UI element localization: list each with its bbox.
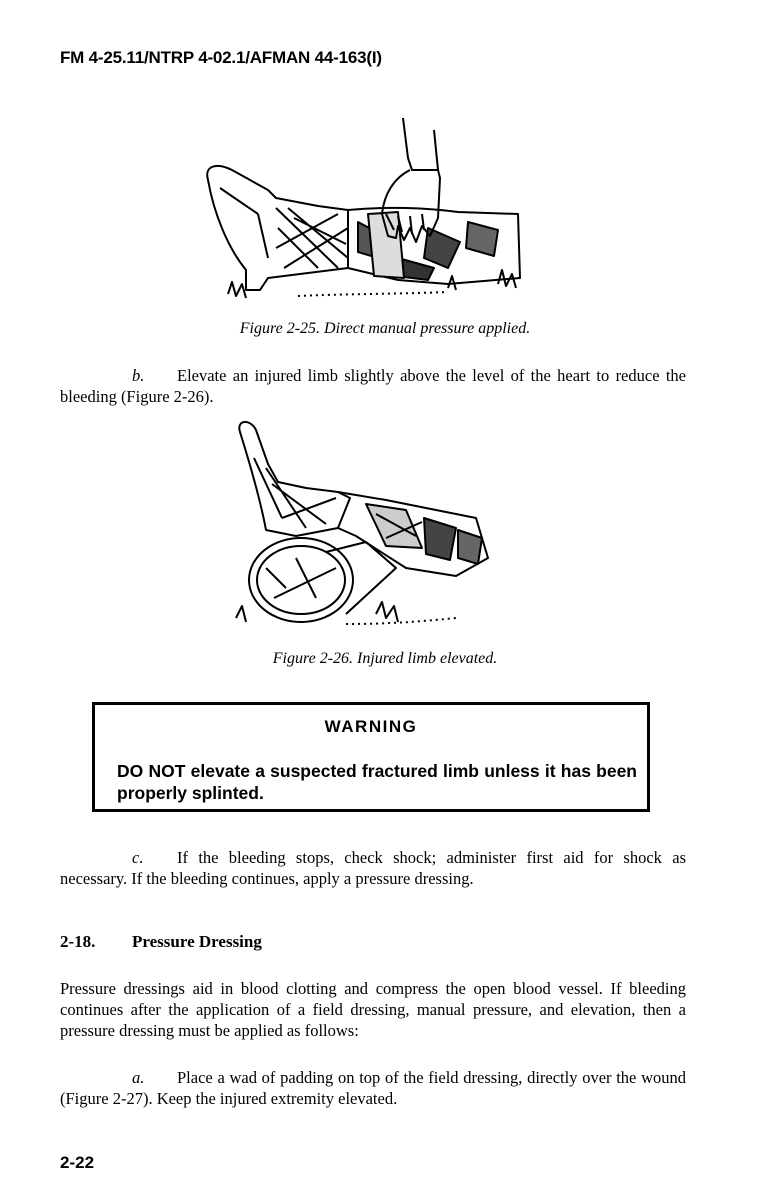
document-header: FM 4-25.11/NTRP 4-02.1/AFMAN 44-163(I)	[60, 48, 382, 67]
warning-title: WARNING	[324, 717, 418, 736]
paragraph-label: a.	[132, 1068, 145, 1087]
paragraph-text: If the bleeding stops, check shock; administer first aid for shock as necessary. If the bleeding continues, apply a pressure dressing.	[60, 848, 686, 888]
page-number: 2-22	[60, 1153, 95, 1172]
hand-pressing-wound-illustration	[198, 118, 538, 308]
intro-paragraph: Pressure dressings aid in blood clotting and compress the open blood vessel. If bleeding continues after the application of a field dressing, manual pressure, and elevation, then a pressure dressing must be applied as follows:	[60, 979, 686, 1040]
paragraph-b	[60, 365, 686, 407]
section-title: Pressure Dressing	[132, 932, 262, 951]
paragraph-label: b.	[132, 366, 145, 385]
paragraph-label: c.	[132, 848, 144, 867]
figure-caption: Figure 2-25. Direct manual pressure applied.	[239, 320, 531, 337]
section-number: 2-18.	[60, 932, 96, 951]
paragraph-a	[60, 1067, 686, 1109]
warning-box	[92, 702, 650, 812]
warning-text: DO NOT elevate a suspected fractured limb unless it has been properly splinted.	[117, 761, 637, 803]
figure-caption: Figure 2-26. Injured limb elevated.	[272, 650, 498, 667]
paragraph-c	[60, 847, 686, 889]
section-heading	[60, 932, 262, 952]
paragraph-text: Place a wad of padding on top of the field dressing, directly over the wound (Figure 2-27). Keep the injured extremity elevated.	[60, 1068, 686, 1108]
paragraph-text: Elevate an injured limb slightly above the level of the heart to reduce the bleeding (Figure 2-26).	[60, 366, 686, 406]
limb-elevated-on-log-illustration	[226, 418, 496, 638]
